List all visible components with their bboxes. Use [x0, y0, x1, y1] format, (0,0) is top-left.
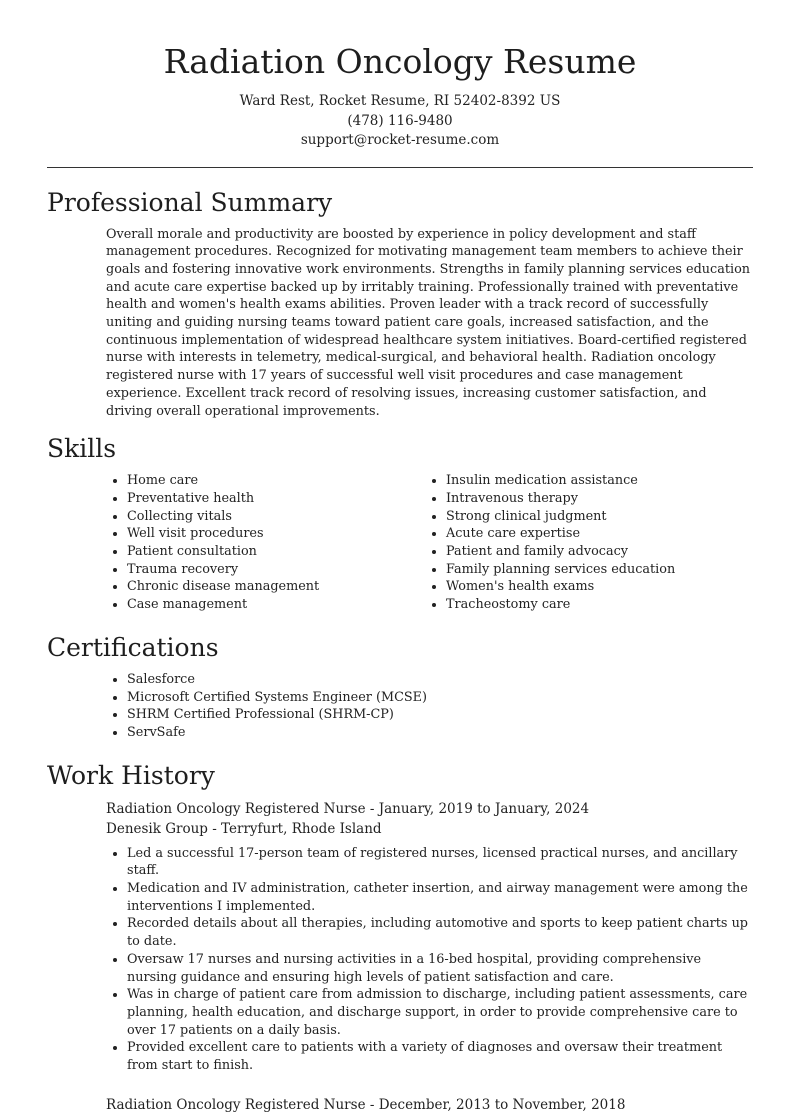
job-bullet-list — [107, 845, 753, 1075]
contact-block — [0, 92, 800, 151]
job-bullet: • Recorded details about all therapies, including automotive and sports to keep patient charts up to date. — [127, 915, 753, 950]
section-title-summary: Professional Summary — [47, 187, 333, 217]
summary-text: Overall morale and productivity are boosted by experience in policy development and staff management procedures. Recognized for motivating management team members to achieve their goals and fostering innovative work environments. Strengths in family planning services education and acute care expertise backed up by irritably training. Professionally trained with preventative health and women's health exams abilities. Proven leader with a track record of successfully uniting and guiding nursing teams toward patient care goals, increased satisfaction, and the continuous implementation of widespread healthcare system initiatives. Board-certified registered nurse with interests in telemetry, medical-surgical, and behavioral health. Radiation oncology registered nurse with 17 years of successful well visit procedures and case management experience. Excellent track record of resolving issues, increasing customer satisfaction, and driving overall operational improvements. — [106, 226, 751, 419]
skill-item: • Trauma recovery — [127, 561, 426, 579]
job-employer: Denesik Group - Terryfurt, Rhode Island — [106, 820, 382, 837]
skill-item: • Tracheostomy care — [446, 596, 745, 614]
skills-columns — [107, 472, 800, 614]
skill-item: • Women's health exams — [446, 578, 745, 596]
contact-email: support@rocket-resume.com — [300, 132, 500, 148]
skill-item: • Insulin medication assistance — [446, 472, 745, 490]
job-bullet: • Provided excellent care to patients with a variety of diagnoses and oversaw their treatment from start to finish. — [127, 1039, 753, 1074]
certifications-list — [107, 671, 800, 742]
header-divider — [47, 167, 753, 168]
resume-header — [0, 0, 800, 151]
skill-item: • Collecting vitals — [127, 508, 426, 526]
skill-item: • Patient and family advocacy — [446, 543, 745, 561]
certification-item: • Microsoft Certified Systems Engineer (MCSE) — [127, 689, 800, 707]
skill-item: • Family planning services education — [446, 561, 745, 579]
resume-title: Radiation Oncology Resume — [163, 42, 637, 81]
contact-address: Ward Rest, Rocket Resume, RI 52402-8392 US — [239, 93, 561, 109]
job-heading: Radiation Oncology Registered Nurse - December, 2013 to November, 2018 — [106, 1096, 626, 1113]
skill-item: • Home care — [127, 472, 426, 490]
section-title-skills: Skills — [47, 434, 117, 464]
contact-phone: (478) 116-9480 — [347, 112, 453, 129]
skill-item: • Patient consultation — [127, 543, 426, 561]
job-bullet: • Was in charge of patient care from admission to discharge, including patient assessments, care planning, health education, and discharge support, in order to provide comprehensive care to over 17 patients on a daily basis. — [127, 986, 753, 1039]
skill-item: • Strong clinical judgment — [446, 508, 745, 526]
job-bullet: • Led a successful 17-person team of registered nurses, licensed practical nurses, and ancillary staff. — [127, 845, 753, 880]
skill-item: • Well visit procedures — [127, 525, 426, 543]
job-bullet: • Medication and IV administration, catheter insertion, and airway management were among the interventions I implemented. — [127, 880, 753, 915]
section-title-work-history: Work History — [47, 760, 215, 790]
skills-list-right — [426, 472, 745, 614]
job-entry — [0, 1095, 800, 1115]
skill-item: • Case management — [127, 596, 426, 614]
certification-item: • SHRM Certified Professional (SHRM-CP) — [127, 706, 800, 724]
skill-item: • Preventative health — [127, 490, 426, 508]
certification-item: • Salesforce — [127, 671, 800, 689]
certification-item: • ServSafe — [127, 724, 800, 742]
section-title-certifications: Certifications — [47, 632, 219, 662]
skills-list-left — [107, 472, 426, 614]
skill-item: • Chronic disease management — [127, 578, 426, 596]
skill-item: • Intravenous therapy — [446, 490, 745, 508]
job-heading: Radiation Oncology Registered Nurse - January, 2019 to January, 2024 — [106, 800, 590, 817]
skill-item: • Acute care expertise — [446, 525, 745, 543]
job-bullet: • Oversaw 17 nurses and nursing activities in a 16-bed hospital, providing comprehensive nursing guidance and ensuring high levels of patient satisfaction and care. — [127, 951, 753, 986]
job-entry — [0, 799, 800, 1075]
